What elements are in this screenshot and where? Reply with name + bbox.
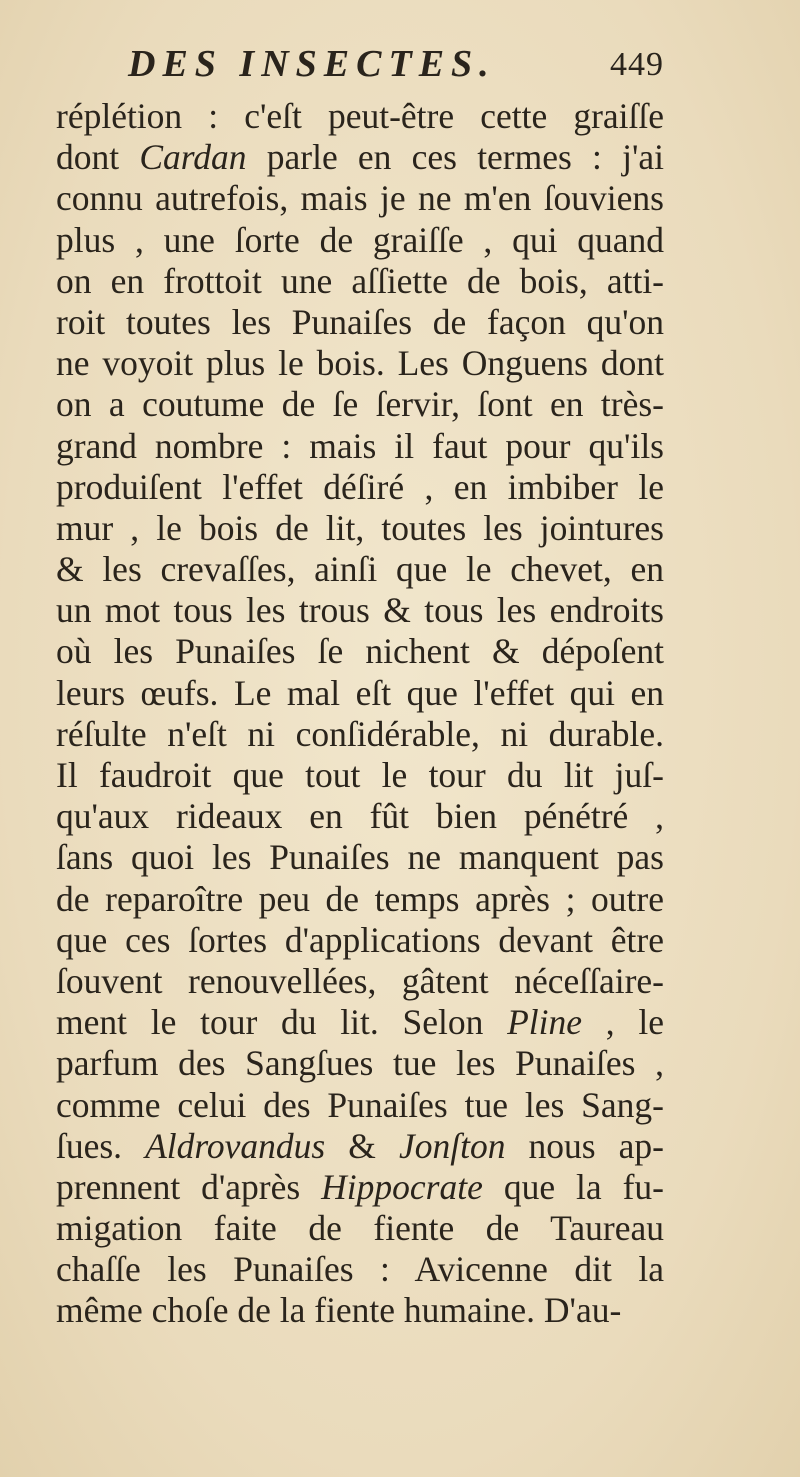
italic-name: Jonſton	[398, 1125, 506, 1166]
text-line	[56, 384, 664, 425]
text-segment: où les Punaiſes ſe nichent & dépoſent	[56, 631, 664, 672]
text-line	[56, 631, 664, 672]
text-line	[56, 1043, 664, 1084]
text-segment: ne voyoit plus le bois. Les Onguens dont	[56, 343, 664, 384]
text-segment: réſulte n'eſt ni conſidérable, ni durable.	[56, 713, 664, 754]
text-segment: produiſent l'effet déſiré , en imbiber le	[56, 466, 664, 507]
text-segment: qu'aux rideaux en fût bien pénétré ,	[56, 796, 664, 837]
text-segment: parfum des Sangſues tue les Punaiſes ,	[56, 1043, 664, 1084]
page-number: 449	[610, 46, 664, 83]
body-text	[56, 96, 664, 1332]
text-line	[56, 343, 664, 384]
page-header	[128, 42, 664, 94]
text-line	[56, 714, 664, 755]
text-segment: plus , une ſorte de graiſſe , qui quand	[56, 219, 664, 260]
text-line	[56, 673, 664, 714]
text-segment: comme celui des Punaiſes tue les Sang-	[56, 1084, 664, 1125]
text-segment: leurs œufs. Le mal eſt que l'effet qui en	[56, 672, 664, 713]
text-segment: ment le tour du lit. Selon	[56, 1002, 508, 1043]
text-segment: , le	[582, 1002, 664, 1043]
text-segment: Il faudroit que tout le tour du lit juſ-	[56, 755, 664, 795]
text-segment: dont	[56, 137, 140, 178]
text-line	[56, 837, 664, 878]
text-segment: un mot tous les trous & tous les endroits	[56, 590, 664, 631]
text-segment: connu autrefois, mais je ne m'en ſouviens	[56, 178, 664, 219]
text-line	[56, 1290, 664, 1331]
text-segment: migation faite de fiente de Taureau	[56, 1208, 664, 1249]
text-line	[56, 508, 664, 549]
text-line	[56, 220, 664, 261]
text-line	[56, 755, 664, 796]
text-segment: on a coutume de ſe ſervir, ſont en très-	[56, 384, 664, 425]
text-line	[56, 1249, 664, 1290]
text-segment: roit toutes les Punaiſes de façon qu'on	[56, 301, 664, 342]
text-line	[56, 137, 664, 178]
italic-name: Cardan	[139, 137, 247, 178]
text-line	[56, 302, 664, 343]
text-segment: réplétion : c'eſt peut-être cette graiſſe	[56, 96, 664, 136]
text-segment: on en frottoit une aſſiette de bois, atti-	[56, 260, 664, 301]
text-segment: ſues.	[56, 1125, 146, 1166]
text-segment: parle en ces termes : j'ai	[246, 137, 664, 178]
text-segment: &	[325, 1125, 399, 1166]
text-line	[56, 426, 664, 467]
text-segment: ſouvent renouvellées, gâtent néceſſaire-	[56, 960, 664, 1001]
text-segment: prennent d'après	[56, 1166, 322, 1207]
italic-name: Hippocrate	[321, 1166, 483, 1207]
text-line	[56, 467, 664, 508]
text-line	[56, 920, 664, 961]
text-line	[56, 1167, 664, 1208]
text-line	[56, 178, 664, 219]
text-line	[56, 796, 664, 837]
text-line	[56, 1208, 664, 1249]
text-line	[56, 879, 664, 920]
text-line	[56, 1002, 664, 1043]
text-line	[56, 549, 664, 590]
text-segment: que la fu-	[482, 1166, 664, 1207]
text-line	[56, 96, 664, 137]
text-segment: mur , le bois de lit, toutes les jointures	[56, 507, 664, 548]
text-segment: que ces ſortes d'applications devant être	[56, 919, 664, 960]
text-line	[56, 1126, 664, 1167]
text-segment: grand nombre : mais il faut pour qu'ils	[56, 425, 664, 466]
text-segment: ſans quoi les Punaiſes ne manquent pas	[56, 837, 664, 878]
running-title: DES INSECTES.	[128, 43, 496, 85]
text-line	[56, 1085, 664, 1126]
text-line	[56, 590, 664, 631]
text-line	[56, 961, 664, 1002]
italic-name: Aldrovandus	[145, 1125, 326, 1166]
text-segment: chaſſe les Punaiſes : Avicenne dit la	[56, 1249, 664, 1290]
italic-name: Pline	[507, 1002, 583, 1043]
text-line	[56, 261, 664, 302]
text-segment: même choſe de la fiente humaine. D'au-	[56, 1290, 622, 1331]
text-segment: nous ap-	[505, 1125, 664, 1166]
text-segment: de reparoître peu de temps après ; outre	[56, 878, 664, 919]
text-segment: & les crevaſſes, ainſi que le chevet, en	[56, 549, 664, 590]
